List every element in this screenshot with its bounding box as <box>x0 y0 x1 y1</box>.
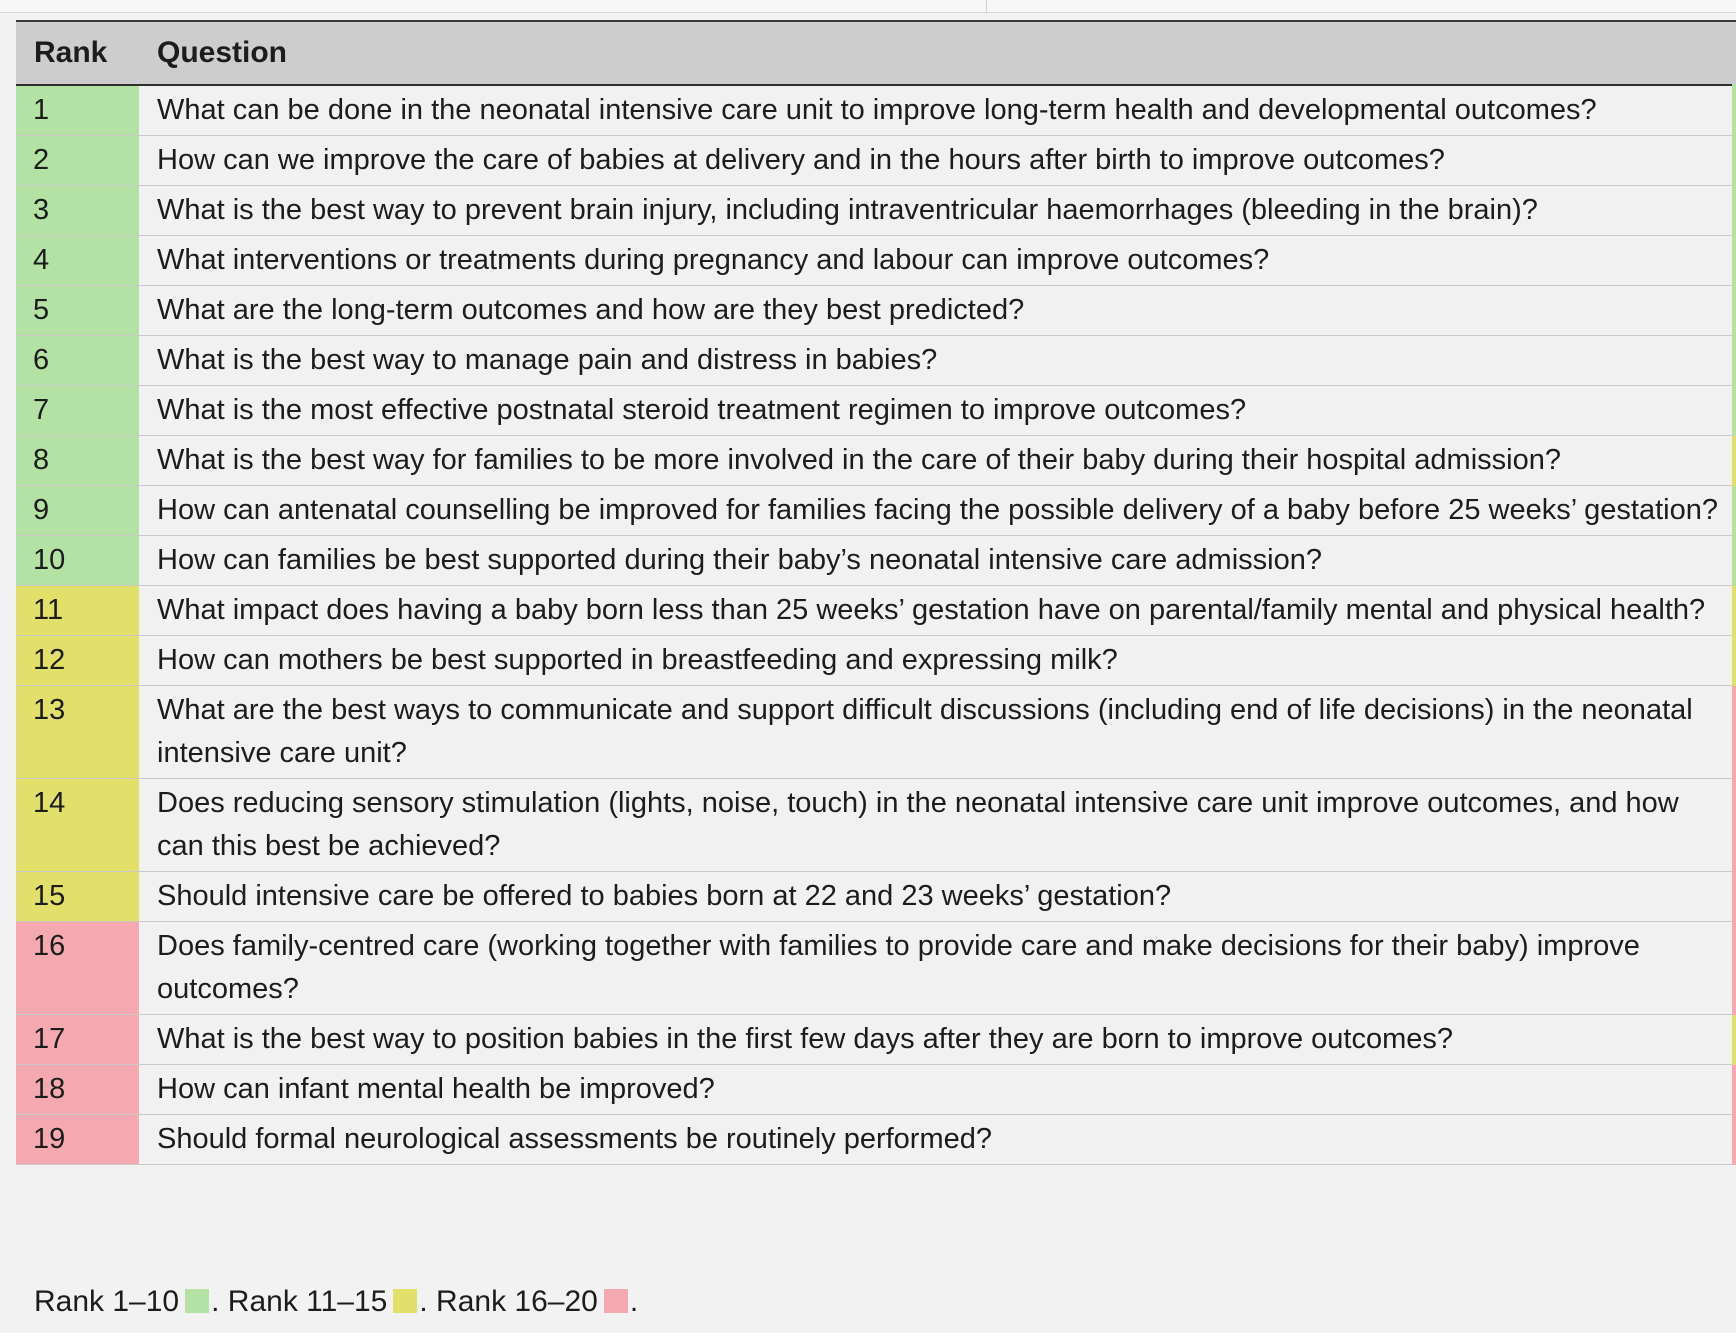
table-body <box>16 85 1736 1165</box>
legend-yellow-swatch <box>393 1289 417 1313</box>
color-legend <box>16 1270 1736 1333</box>
table-row <box>16 85 1736 136</box>
question-cell: What impact does having a baby born less than 25 weeks’ gestation have on parental/family mental and physical health? <box>139 586 1736 636</box>
table-row <box>16 236 1736 286</box>
ranking-table <box>16 22 1736 1165</box>
table-row <box>16 186 1736 236</box>
rank-cell: 12 <box>16 636 139 686</box>
table-row <box>16 486 1736 536</box>
legend-end-mark: . <box>629 1285 639 1318</box>
table-row <box>16 1065 1736 1115</box>
top-strip <box>0 0 1736 13</box>
question-cell: How can mothers be best supported in breastfeeding and expressing milk? <box>139 636 1736 686</box>
table-row <box>16 779 1736 872</box>
question-cell: How can we improve the care of babies at delivery and in the hours after birth to improve outcomes? <box>139 136 1736 186</box>
question-cell: What is the most effective postnatal steroid treatment regimen to improve outcomes? <box>139 386 1736 436</box>
rank-cell: 7 <box>16 386 139 436</box>
legend-green-swatch <box>185 1289 209 1313</box>
legend-pink-swatch <box>604 1289 628 1313</box>
legend-pink-label: . Rank 16–20 <box>419 1285 598 1318</box>
table-row <box>16 286 1736 336</box>
rank-cell: 17 <box>16 1015 139 1065</box>
question-cell: How can infant mental health be improved? <box>139 1065 1736 1115</box>
table-row <box>16 872 1736 922</box>
top-strip-divider <box>986 0 987 12</box>
table-row <box>16 336 1736 386</box>
rank-cell: 11 <box>16 586 139 636</box>
legend-green-label: Rank 1–10 <box>34 1285 180 1318</box>
rank-cell: 6 <box>16 336 139 386</box>
table-row <box>16 1015 1736 1065</box>
question-cell: What are the long-term outcomes and how are they best predicted? <box>139 286 1736 336</box>
question-cell: Does family-centred care (working together with families to provide care and make decisions for their baby) improve outcomes? <box>139 922 1736 1015</box>
table-row <box>16 922 1736 1015</box>
table-row <box>16 686 1736 779</box>
question-cell: Does reducing sensory stimulation (lights, noise, touch) in the neonatal intensive care unit improve outcomes, and how can this best be achieved? <box>139 779 1736 872</box>
table-row <box>16 536 1736 586</box>
question-cell: What is the best way to position babies in the first few days after they are born to improve outcomes? <box>139 1015 1736 1065</box>
table-row <box>16 136 1736 186</box>
question-cell: Should intensive care be offered to babies born at 22 and 23 weeks’ gestation? <box>139 872 1736 922</box>
question-column-header: Question <box>139 22 1736 85</box>
rank-cell: 8 <box>16 436 139 486</box>
table-row <box>16 436 1736 486</box>
question-cell: What is the best way for families to be more involved in the care of their baby during their hospital admission? <box>139 436 1736 486</box>
rank-cell: 4 <box>16 236 139 286</box>
question-cell: What interventions or treatments during pregnancy and labour can improve outcomes? <box>139 236 1736 286</box>
rank-cell: 1 <box>16 85 139 136</box>
legend-yellow-label: . Rank 11–15 <box>211 1285 388 1318</box>
question-cell: What can be done in the neonatal intensive care unit to improve long-term health and developmental outcomes? <box>139 85 1736 136</box>
rank-cell: 13 <box>16 686 139 779</box>
table-row <box>16 586 1736 636</box>
question-cell: How can families be best supported during their baby’s neonatal intensive care admission? <box>139 536 1736 586</box>
rank-cell: 16 <box>16 922 139 1015</box>
rank-cell: 14 <box>16 779 139 872</box>
rank-cell: 5 <box>16 286 139 336</box>
ranking-table-container <box>16 20 1736 1165</box>
table-row <box>16 386 1736 436</box>
rank-cell: 10 <box>16 536 139 586</box>
table-row <box>16 636 1736 686</box>
rank-column-header: Rank <box>16 22 139 85</box>
rank-cell: 18 <box>16 1065 139 1115</box>
question-cell: What is the best way to manage pain and distress in babies? <box>139 336 1736 386</box>
question-cell: How can antenatal counselling be improved for families facing the possible delivery of a baby before 25 weeks’ gestation? <box>139 486 1736 536</box>
table-row <box>16 1115 1736 1165</box>
question-cell: What is the best way to prevent brain injury, including intraventricular haemorrhages (bleeding in the brain)? <box>139 186 1736 236</box>
question-cell: What are the best ways to communicate and support difficult discussions (including end of life decisions) in the neonatal intensive care unit? <box>139 686 1736 779</box>
table-header-row <box>16 22 1736 85</box>
rank-cell: 15 <box>16 872 139 922</box>
rank-cell: 9 <box>16 486 139 536</box>
rank-cell: 19 <box>16 1115 139 1165</box>
rank-cell: 3 <box>16 186 139 236</box>
question-cell: Should formal neurological assessments be routinely performed? <box>139 1115 1736 1165</box>
rank-cell: 2 <box>16 136 139 186</box>
